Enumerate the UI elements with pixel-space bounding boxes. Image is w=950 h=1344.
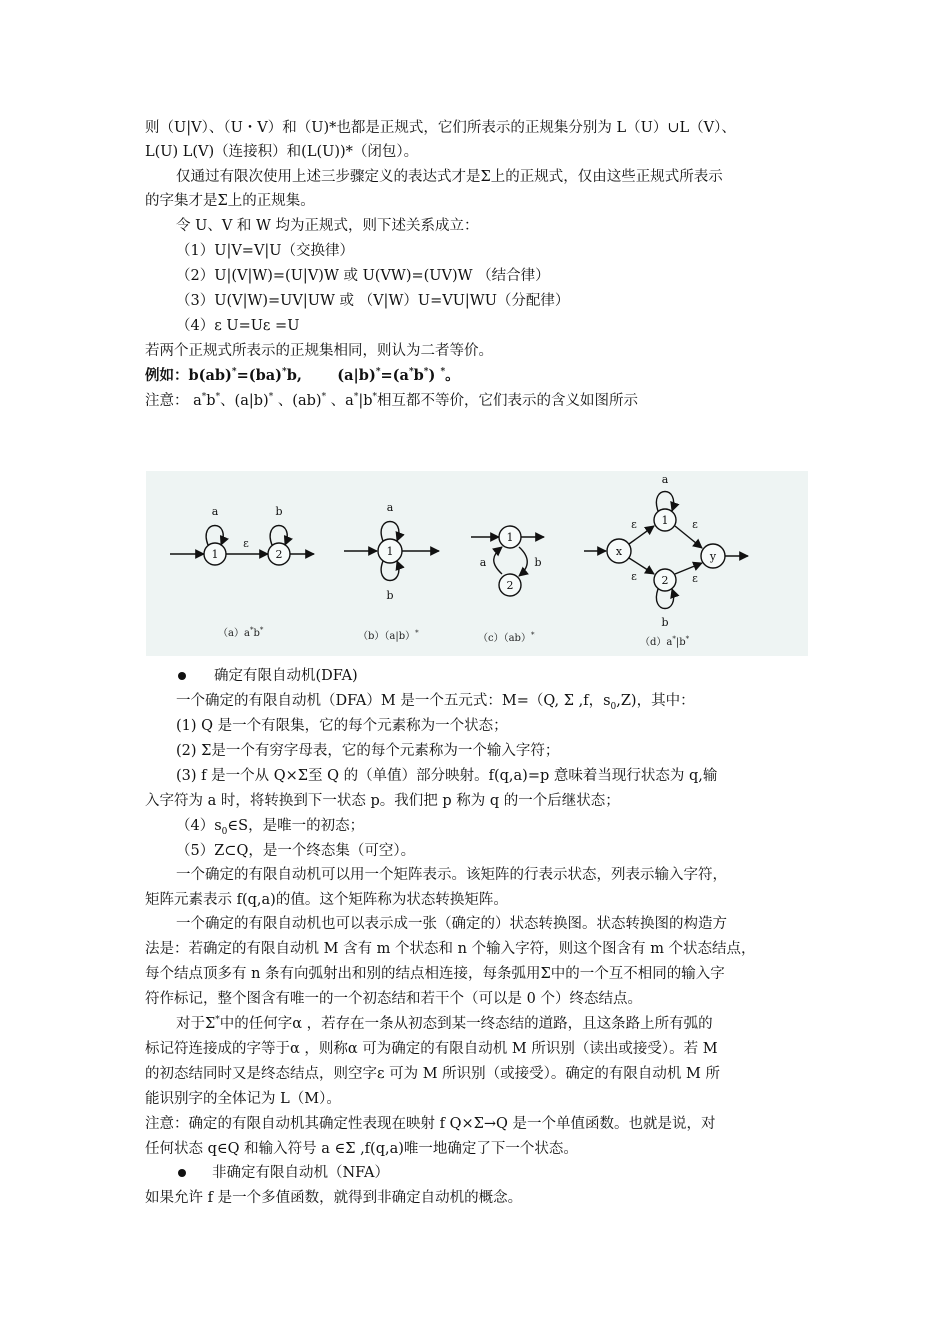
- bullet-icon: [178, 672, 186, 680]
- note-text: 、a: [330, 393, 354, 409]
- kleene-star: *: [201, 392, 207, 403]
- edge-label: a: [211, 505, 219, 518]
- list-item: （5）Z⊂Q，是一个终态集（可空）。: [176, 843, 416, 859]
- edge-label: b: [534, 556, 542, 569]
- example-text: b: [413, 367, 424, 384]
- example-text: b,: [286, 367, 302, 384]
- note-text: |b: [358, 393, 373, 409]
- text-line: 如果允许 f 是一个多值函数，就得到非确定自动机的概念。: [145, 1190, 523, 1206]
- state-label: 1: [661, 514, 669, 527]
- subscript: 0: [221, 826, 228, 836]
- text-line: 的字集才是Σ上的正规集。: [145, 193, 315, 209]
- example-text: 例如：b(ab): [145, 367, 232, 384]
- law-item: （1）U|V=V|U（交换律）: [176, 243, 355, 259]
- edge-label: ε: [243, 537, 249, 550]
- list-item: (1) Q 是一个有限集，它的每个元素称为一个状态；: [176, 718, 508, 734]
- caption-b: （b）（a|b）*: [358, 629, 419, 642]
- state-label: 1: [506, 531, 514, 544]
- note-text: 、(ab): [277, 393, 322, 409]
- text-line: 一个确定的有限自动机可以用一个矩阵表示。该矩阵的行表示状态，列表示输入字符，: [176, 867, 727, 883]
- caption-c: （c）（ab）*: [478, 631, 535, 644]
- text-line: [176, 1014, 810, 1034]
- kleene-star: *: [372, 392, 377, 403]
- example-text: =(ba): [236, 367, 283, 384]
- kleene-star: *: [321, 392, 327, 403]
- law-item: （2）U|(V|W)=(U|V)W 或 U(VW)=(UV)W （结合律）: [176, 268, 550, 284]
- edge-label: a: [386, 501, 394, 514]
- note-text: 注意： a: [145, 393, 202, 409]
- text-span: 中的任何字α ，若存在一条从初态到某一终态结的道路，且这条路上所有弧的: [219, 1016, 713, 1032]
- text-span: ∈S，是唯一的初态；: [227, 818, 365, 834]
- text-line: 入字符为 a 时，将转换到下一状态 p。我们把 p 称为 q 的一个后继状态；: [145, 793, 620, 809]
- caption-d: （d）a*|b*: [640, 635, 690, 648]
- text-line: 一个确定的有限自动机也可以表示成一张（确定的）状态转换图。状态转换图的构造方: [176, 916, 727, 932]
- text-line: L(U) L(V)（连接积）和(L(U))*（闭包）。: [145, 144, 419, 160]
- example-text: (a|b): [337, 367, 376, 384]
- state-label: 1: [211, 548, 219, 561]
- text-span: ,Z)，其中：: [616, 693, 695, 709]
- note-text: 、(a|b): [220, 393, 269, 409]
- kleene-star: *: [353, 392, 359, 403]
- kleene-star: *: [440, 367, 446, 378]
- example-line: [145, 366, 810, 386]
- state-label: y: [709, 550, 717, 563]
- state-label: 2: [661, 574, 669, 587]
- kleene-star: *: [282, 367, 287, 378]
- caption-a: （a）a*b*: [218, 626, 264, 639]
- law-item: （4）ε U=Uε =U: [176, 318, 300, 334]
- list-item: (2) Σ是一个有穷字母表，它的每个元素称为一个输入字符；: [176, 743, 560, 759]
- kleene-star: *: [268, 392, 274, 403]
- text-line: 仅通过有限次使用上述三步骤定义的表达式才是Σ上的正规式，仅由这些正规式所表示: [176, 169, 723, 185]
- text-line: 标记符连接成的字等于α ，则称α 可为确定的有限自动机 M 所识别（读出或接受）。若 M: [145, 1041, 718, 1057]
- bullet-icon: [178, 1169, 186, 1177]
- kleene-star: *: [215, 392, 221, 403]
- edge-label: ε: [631, 570, 637, 583]
- kleene-star: *: [375, 367, 381, 378]
- text-line: 的初态结同时又是终态结点，则空字ε 可为 M 所识别（或接受）。确定的有限自动机 M 所: [145, 1066, 720, 1082]
- edge-label: ε: [692, 518, 698, 531]
- state-label: x: [615, 545, 623, 558]
- text-span: （4）s: [176, 818, 222, 834]
- text-span: 一个确定的有限自动机（DFA）M 是一个五元式：M=（Q, Σ ,f，s: [176, 693, 611, 709]
- text-span: 对于Σ: [176, 1016, 216, 1032]
- text-line: 若两个正规式所表示的正规集相同，则认为二者等价。: [145, 343, 493, 359]
- text-line: 注意：确定的有限自动机其确定性表现在映射 f Q×Σ→Q 是一个单值函数。也就是说，对: [145, 1116, 716, 1132]
- list-item: [176, 816, 810, 836]
- subscript: 0: [610, 701, 617, 711]
- example-text: 。: [445, 367, 460, 384]
- text-line: 则（U|V）、（U・V）和（U)*也都是正规式，它们所表示的正规集分别为 L（U）∪L（V）、: [145, 120, 736, 136]
- kleene-star: *: [408, 367, 414, 378]
- section-heading-dfa: 确定有限自动机(DFA): [214, 668, 358, 684]
- edge-label: a: [661, 473, 669, 486]
- edge-label: ε: [692, 572, 698, 585]
- kleene-star: *: [423, 367, 429, 378]
- text-line: 法是：若确定的有限自动机 M 含有 m 个状态和 n 个输入字符，则这个图含有 m 个状态结点，: [145, 941, 756, 957]
- text-line: 能识别字的全体记为 L（M）。: [145, 1091, 341, 1107]
- edge-label: b: [386, 589, 394, 602]
- edge-label: b: [275, 505, 283, 518]
- example-text: ): [428, 367, 436, 384]
- kleene-star: *: [231, 367, 237, 378]
- text-line: 每个结点顶多有 n 条有向弧射出和别的结点相连接，每条弧用Σ中的一个互不相同的输入字: [145, 966, 725, 982]
- automata-diagram: [146, 471, 808, 656]
- text-line: 任何状态 q∈Q 和输入符号 a ∈Σ ,f(q,a)唯一地确定了下一个状态。: [145, 1141, 578, 1157]
- state-label: 2: [506, 579, 514, 592]
- text-line: [176, 691, 810, 711]
- state-label: 1: [386, 545, 394, 558]
- text-line: 令 U、V 和 W 均为正规式，则下述关系成立：: [176, 218, 479, 234]
- note-text: b: [206, 393, 216, 409]
- automata-figure: [146, 471, 808, 656]
- state-label: 2: [275, 548, 283, 561]
- note-text: 相互都不等价，它们表示的含义如图所示: [377, 393, 638, 409]
- list-item: (3) f 是一个从 Q×Σ至 Q 的（单值）部分映射。f(q,a)=p 意味着当现行状态为 q,输: [176, 768, 718, 784]
- section-heading-nfa: 非确定有限自动机（NFA）: [212, 1165, 389, 1181]
- note-line: [145, 391, 810, 411]
- edge-label: a: [479, 556, 487, 569]
- law-item: （3）U(V|W)=UV|UW 或 （V|W）U=VU|WU（分配律）: [176, 293, 570, 309]
- text-line: 符作标记，整个图含有唯一的一个初态结和若干个（可以是 0 个）终态结点。: [145, 991, 642, 1007]
- example-text: =(a: [380, 367, 409, 384]
- edge-label: b: [661, 616, 669, 629]
- kleene-star: *: [215, 1015, 220, 1026]
- edge-label: ε: [631, 518, 637, 531]
- text-line: 矩阵元素表示 f(q,a)的值。这个矩阵称为状态转换矩阵。: [145, 892, 508, 908]
